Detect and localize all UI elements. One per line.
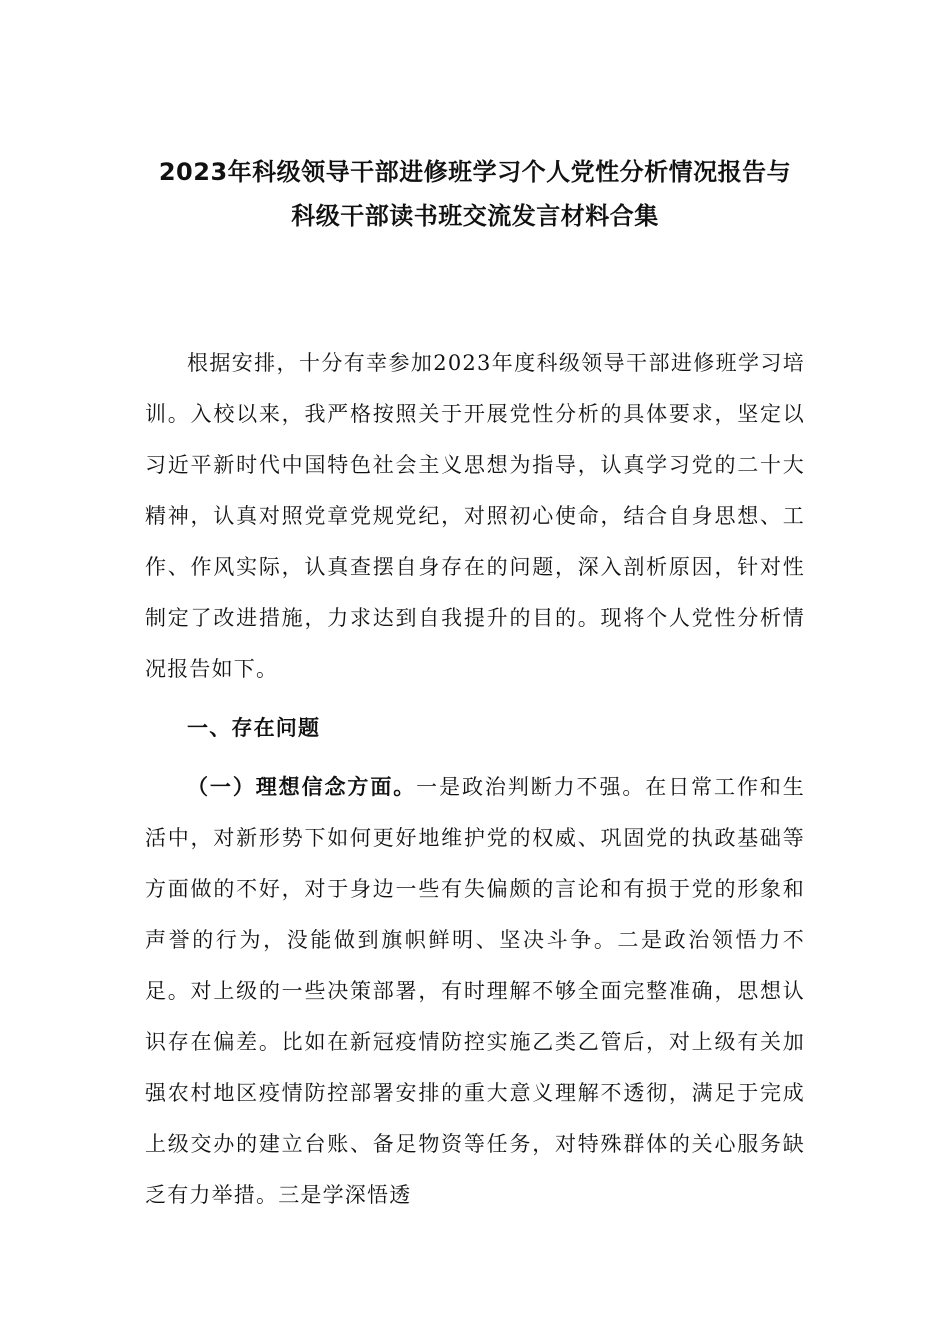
subsection-ideals-paragraph: [145, 762, 805, 1221]
document-body: [145, 338, 805, 1221]
title-line-2: 科级干部读书班交流发言材料合集: [291, 202, 659, 230]
subsection-ideals-lead: （一）理想信念方面。: [187, 775, 417, 799]
intro-paragraph: 根据安排，十分有幸参加2023年度科级领导干部进修班学习培训。入校以来，我严格按照关于开展党性分析的具体要求，坚定以习近平新时代中国特色社会主义思想为指导，认真学习党的二十大精神，认真对照党章党规党纪，对照初心使命，结合自身思想、工作、作风实际，认真查摆自身存在的问题，深入剖析原因，针对性制定了改进措施，力求达到自我提升的目的。现将个人党性分析情况报告如下。: [145, 351, 805, 681]
subsection-ideals-body: 一是政治判断力不强。在日常工作和生活中，对新形势下如何更好地维护党的权威、巩固党的执政基础等方面做的不好，对于身边一些有失偏颇的言论和有损于党的形象和声誉的行为，没能做到旗帜鲜明、坚决斗争。二是政治领悟力不足。对上级的一些决策部署，有时理解不够全面完整准确，思想认识存在偏差。比如在新冠疫情防控实施乙类乙管后，对上级有关加强农村地区疫情防控部署安排的重大意义理解不透彻，满足于完成上级交办的建立台账、备足物资等任务，对特殊群体的关心服务缺乏有力举措。三是学深悟透: [145, 775, 805, 1207]
document-title: [0, 150, 950, 238]
section-heading-problems: 一、存在问题: [187, 716, 321, 740]
title-line-1: 2023年科级领导干部进修班学习个人党性分析情况报告与: [158, 158, 792, 186]
